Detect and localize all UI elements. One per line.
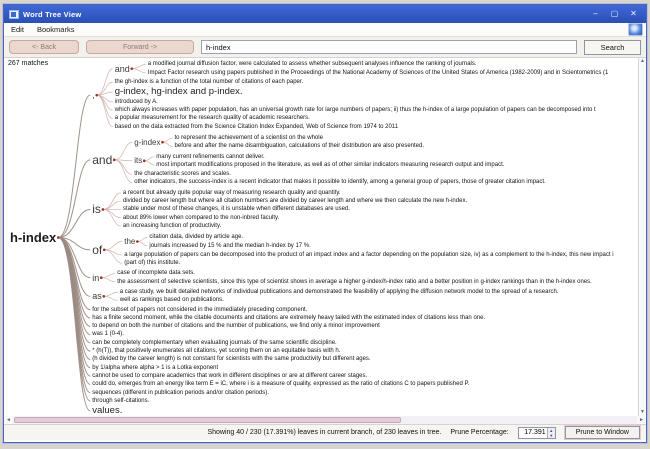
status-bar [4, 425, 646, 440]
close-button[interactable]: ✕ [630, 9, 637, 18]
tree-leaf[interactable]: a large population of papers can be decomposed into the product of an impact index and a factor depending on the population size, iv) as a complement to the h-index, this new impact i [124, 251, 614, 258]
tree-leaf[interactable]: citation data, divided by article age. [149, 234, 244, 241]
search-button[interactable]: Search [584, 40, 641, 55]
prune-percentage-input[interactable] [519, 428, 547, 438]
tree-leaf[interactable]: the characteristic scores and scales. [134, 171, 231, 178]
match-count: 267 matches [8, 60, 49, 67]
tree-leaf[interactable]: the gh-index is a function of the total number of citations of each paper. [114, 78, 304, 85]
branch-in [92, 269, 633, 286]
tree-leaf[interactable]: has a finite second moment, while the citable documents and citations are extremely heavy tailed with the estimated index of citations less than one. [92, 314, 486, 321]
back-button[interactable]: <- Back [9, 40, 79, 54]
tree-leaf[interactable]: g-index, hg-index and p-index. [114, 86, 243, 98]
tree-leaf[interactable]: values. [92, 405, 123, 416]
tree-leaf[interactable]: which always increases with paper population, has an universal growth rate for large numbers of papers; ii) thus the h-index of a large population of papers can be decomposed into t [114, 107, 596, 114]
word-tree-window [3, 4, 647, 443]
status-text: Showing 40 / 230 (17.391%) leaves in current branch, of 230 leaves in tree. [207, 429, 442, 436]
subbranch-gindex [134, 134, 633, 151]
prune-percentage-label: Prune Percentage: [450, 429, 509, 436]
search-input[interactable] [201, 40, 577, 54]
word-tree [10, 61, 633, 414]
tree-leaf[interactable]: an increasing function of productivity. [122, 222, 222, 229]
tree-leaf[interactable]: was 1 (0-4). [92, 331, 124, 338]
forward-button[interactable]: Forward -> [86, 40, 194, 54]
scroll-left-icon[interactable]: ◄ [6, 416, 11, 423]
branch-label[interactable]: is [92, 202, 101, 217]
branch-label[interactable]: the [124, 237, 136, 246]
branch-label[interactable]: and [92, 152, 113, 167]
branch-comma [92, 59, 633, 131]
tree-leaf[interactable]: before and after the name disambiguation, calculations of their distribution are also presented. [174, 143, 424, 150]
subbranch-its [134, 153, 633, 170]
tree-leaf[interactable]: through self-citations. [92, 397, 150, 404]
tree-leaf[interactable]: about 89% lower when compared to the non-inbred faculty. [122, 214, 280, 221]
branch-label[interactable]: in [92, 272, 100, 283]
tree-leaf[interactable]: a modified journal diffusion factor, were calculated to assess whether subsequent analyses influence the ranking of journals. [147, 61, 477, 68]
branch-label[interactable]: of [92, 242, 103, 257]
tree-leaf[interactable]: stable under most of these changes, it is unstable when different databases are used. [122, 206, 350, 213]
spinner-up-icon[interactable]: ▲ [549, 427, 554, 433]
hscroll-track[interactable] [13, 416, 637, 424]
tree-leaf[interactable]: most important modifications proposed in the literature, as well as of other similar indicators measuring research output and impact. [156, 161, 505, 168]
branch-label[interactable]: g-index [134, 137, 161, 147]
tree-leaf[interactable]: journals increased by 15 % and the median h-index by 17 %. [149, 242, 311, 249]
root-children [92, 58, 633, 416]
menu-bar [4, 23, 646, 37]
scroll-right-icon[interactable]: ► [639, 416, 644, 423]
subbranch-and [115, 60, 633, 77]
root-group [10, 61, 633, 414]
branch-label[interactable]: its [134, 156, 143, 166]
tree-leaf[interactable]: a case study, we built detailed networks of individual publications and demonstrated the feasibility of applying the diffusion network model to the spread of a research. [119, 288, 559, 295]
root-term[interactable]: h-index [10, 230, 57, 245]
toolbar [4, 37, 646, 58]
subbranch-the [124, 233, 633, 250]
title-bar [4, 5, 646, 23]
scroll-down-icon[interactable]: ▼ [640, 409, 645, 415]
tree-leaf[interactable]: cannot be used to compare academics that work in different disciplines or are at different career stages. [92, 372, 368, 379]
tree-leaf[interactable]: well as rankings based on publications. [119, 297, 224, 304]
tree-leaf[interactable]: Impact Factor research using papers published in the Proceedings of the National Academy of Sciences of the United States of America (1982-2009) and in Scientometrics (1 [147, 69, 609, 76]
tree-leaf[interactable]: introduced by A. [114, 98, 158, 105]
tree-leaf[interactable]: a popular measurement for the research quality of academic researchers. [114, 115, 310, 122]
tree-leaf[interactable]: (part of) this institute. [124, 260, 181, 267]
tree-leaf[interactable]: could do, emerges from an energy like term E = iC, where i is a measure of quality, expressed as the ratio of citations C to papers published P. [92, 381, 470, 388]
menu-bookmarks[interactable]: Bookmarks [36, 25, 75, 34]
tree-leaf[interactable]: by 1/alpha where alpha > 1 is a Lotka exponent [92, 364, 219, 371]
tree-leaf[interactable]: can be completely complementary when evaluating journals of the same scientific discipline. [92, 339, 337, 346]
scroll-up-icon[interactable]: ▲ [640, 58, 645, 64]
tree-leaf[interactable]: sequences (different in publication periods and/or citation periods). [92, 389, 269, 396]
branch-and [92, 133, 633, 187]
spinner-down-icon[interactable]: ▼ [549, 432, 554, 438]
tree-canvas [4, 58, 646, 416]
branch-label[interactable]: and [114, 63, 130, 74]
globe-icon [628, 23, 643, 36]
window-title: Word Tree View [23, 9, 82, 19]
tree-leaf[interactable]: divided by career length but where all citation numbers are divided by career length and where we then calculate the new h-index. [122, 198, 468, 205]
app-icon [9, 10, 19, 19]
prune-percentage-spinner [518, 427, 556, 439]
maximize-button[interactable]: ▢ [610, 9, 619, 18]
tree-leaf[interactable]: many current refinements cannot deliver. [156, 153, 265, 160]
tree-leaf[interactable]: to depend on both the number of citations and the number of publications, we find only a minor improvement [92, 323, 380, 330]
tree-leaf[interactable]: (h divided by the career length) is not constant for scientists with the same productivity but different ages. [92, 356, 371, 363]
window-controls [588, 8, 641, 20]
prune-to-window-button[interactable]: Prune to Window [565, 426, 640, 439]
vertical-scrollbar[interactable] [638, 58, 646, 416]
tree-leaf[interactable]: the assessment of selective scientists, since this type of scientist shows in average a higher g-index/h-index ratio and a better position in g-index rankings than in the h-index ones. [117, 278, 592, 285]
branch-is [92, 189, 633, 230]
minimize-button[interactable]: – [593, 9, 598, 18]
branch-label[interactable]: as [92, 291, 102, 302]
branch-as [92, 288, 633, 305]
horizontal-scrollbar[interactable] [4, 416, 646, 425]
tree-leaf[interactable]: a recent but already quite popular way of measuring research quality and quantity. [122, 189, 341, 196]
tree-leaf[interactable]: case of incomplete data sets. [117, 270, 195, 277]
branch-label[interactable]: , [92, 90, 95, 101]
tree-leaf[interactable]: for the subset of papers not considered in the immediately preceding component. [92, 306, 308, 313]
tree-leaf[interactable]: other indicators, the success-index is a recent indicator that makes it possible to identify, among a general group of papers, those of greater citation impact. [134, 179, 546, 186]
tree-leaf[interactable]: based on the data extracted from the Science Citation Index Expanded, Web of Science from 1974 to 2011 [114, 123, 399, 130]
tree-leaf[interactable]: to represent the achievement of a scientist on the whole [174, 134, 323, 141]
branch-of [92, 232, 633, 267]
hscroll-thumb[interactable] [14, 417, 401, 423]
tree-leaf[interactable]: * (h(T)), that positively enumerates all citations, yet scoring them on an equitable basis with h. [92, 348, 341, 355]
menu-edit[interactable]: Edit [11, 25, 24, 34]
